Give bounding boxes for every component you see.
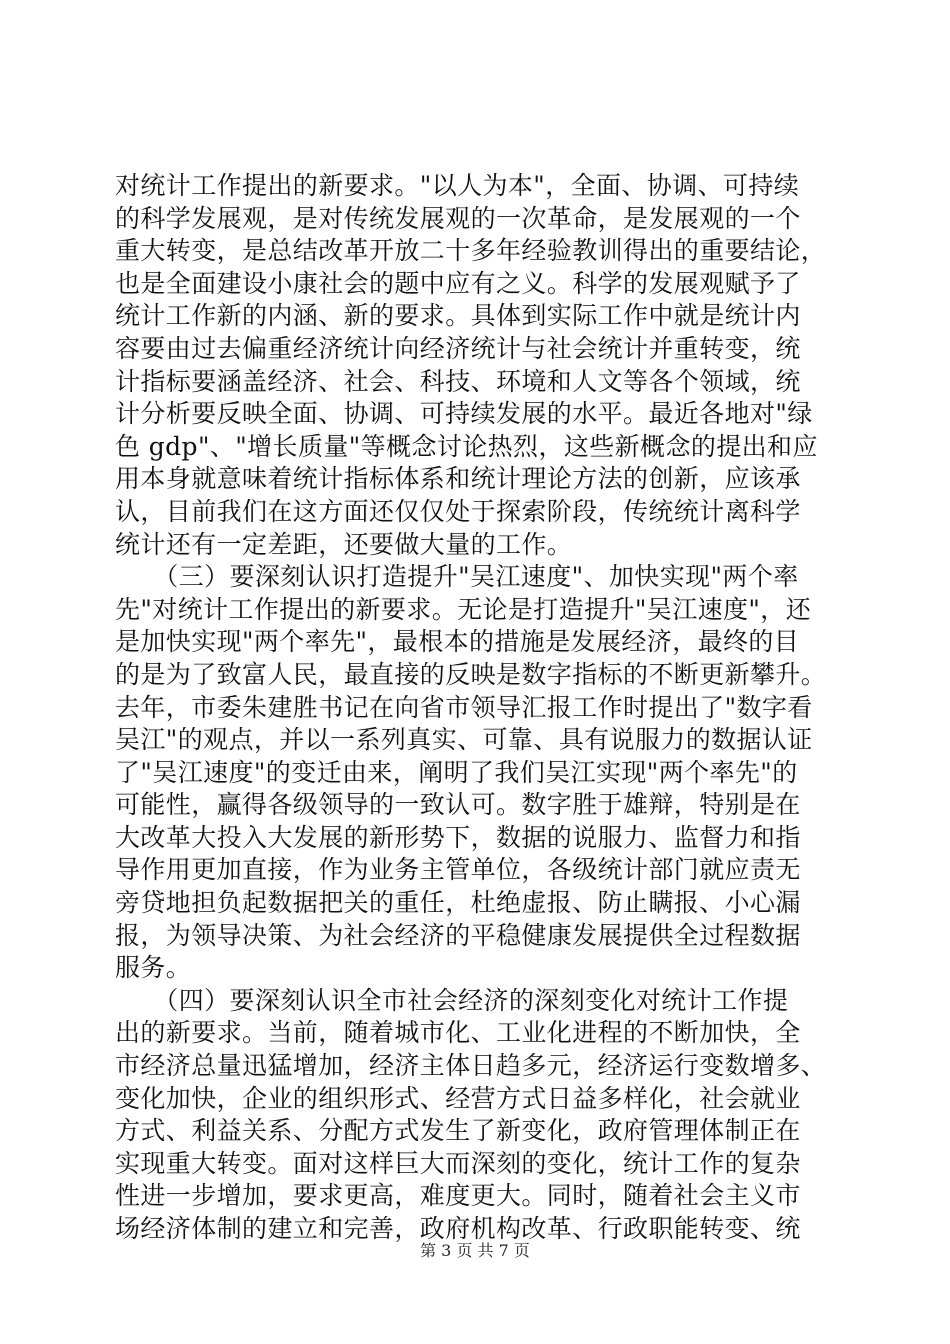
text-line: 报，为领导决策、为社会经济的平稳健康发展提供全过程数据 xyxy=(115,920,801,950)
page-footer: 第 3 页 共 7 页 xyxy=(420,1241,530,1260)
text-line: 了"吴江速度"的变迁由来，阐明了我们吴江实现"两个率先"的 xyxy=(115,757,798,787)
text-line: 统计工作新的内涵、新的要求。具体到实际工作中就是统计内 xyxy=(115,301,801,331)
text-line: （三）要深刻认识打造提升"吴江速度"、加快实现"两个率 xyxy=(115,562,799,592)
text-line: 吴江"的观点，并以一系列真实、可靠、具有说服力的数据认证 xyxy=(115,725,813,755)
text-line: 市经济总量迅猛增加，经济主体日趋多元，经济运行变数增多、 xyxy=(115,1051,827,1081)
text-line: 方式、利益关系、分配方式发生了新变化，政府管理体制正在 xyxy=(115,1116,801,1146)
text-line: 色 gdp"、"增长质量"等概念讨论热烈，这些新概念的提出和应 xyxy=(115,431,818,461)
text-line: 可能性，赢得各级领导的一致认可。数字胜于雄辩，特别是在 xyxy=(115,790,801,820)
text-line: 的是为了致富人民，最直接的反映是数字指标的不断更新攀升。 xyxy=(115,659,827,689)
body-text xyxy=(115,170,855,1246)
text-line: 服务。 xyxy=(115,953,192,983)
text-line: 计指标要涵盖经济、社会、科技、环境和人文等各个领域，统 xyxy=(115,366,801,396)
text-line: 出的新要求。当前，随着城市化、工业化进程的不断加快，全 xyxy=(115,1018,801,1048)
text-line: 的科学发展观，是对传统发展观的一次革命，是发展观的一个 xyxy=(115,203,801,233)
text-line: （四）要深刻认识全市社会经济的深刻变化对统计工作提 xyxy=(115,985,789,1015)
text-line: 计分析要反映全面、协调、可持续发展的水平。最近各地对"绿 xyxy=(115,399,813,429)
text-line: 用本身就意味着统计指标体系和统计理论方法的创新，应该承 xyxy=(115,464,801,494)
text-line: 变化加快，企业的组织形式、经营方式日益多样化，社会就业 xyxy=(115,1083,801,1113)
text-line: 旁贷地担负起数据把关的重任，杜绝虚报、防止瞒报、小心漏 xyxy=(115,888,801,918)
text-line: 容要由过去偏重经济统计向经济统计与社会统计并重转变，统 xyxy=(115,333,801,363)
text-line: 性进一步增加，要求更高，难度更大。同时，随着社会主义市 xyxy=(115,1181,801,1211)
text-line: 重大转变，是总结改革开放二十多年经验教训得出的重要结论， xyxy=(115,236,827,266)
text-line: 对统计工作提出的新要求。"以人为本"，全面、协调、可持续 xyxy=(115,171,800,200)
text-line: 大改革大投入大发展的新形势下，数据的说服力、监督力和指 xyxy=(115,822,801,852)
text-line: 场经济体制的建立和完善，政府机构改革、行政职能转变、统 xyxy=(115,1214,801,1243)
text-line: 去年，市委朱建胜书记在向省市领导汇报工作时提出了"数字看 xyxy=(115,692,813,722)
text-line: 是加快实现"两个率先"，最根本的措施是发展经济，最终的目 xyxy=(115,627,800,657)
text-line: 实现重大转变。面对这样巨大而深刻的变化，统计工作的复杂 xyxy=(115,1148,801,1178)
text-line: 统计还有一定差距，还要做大量的工作。 xyxy=(115,529,573,559)
text-line: 也是全面建设小康社会的题中应有之义。科学的发展观赋予了 xyxy=(115,268,801,298)
text-line: 先"对统计工作提出的新要求。无论是打造提升"吴江速度"，还 xyxy=(115,594,812,624)
text-line: 导作用更加直接，作为业务主管单位，各级统计部门就应责无 xyxy=(115,855,801,885)
text-line: 认，目前我们在这方面还仅仅处于探索阶段，传统统计离科学 xyxy=(115,496,801,526)
